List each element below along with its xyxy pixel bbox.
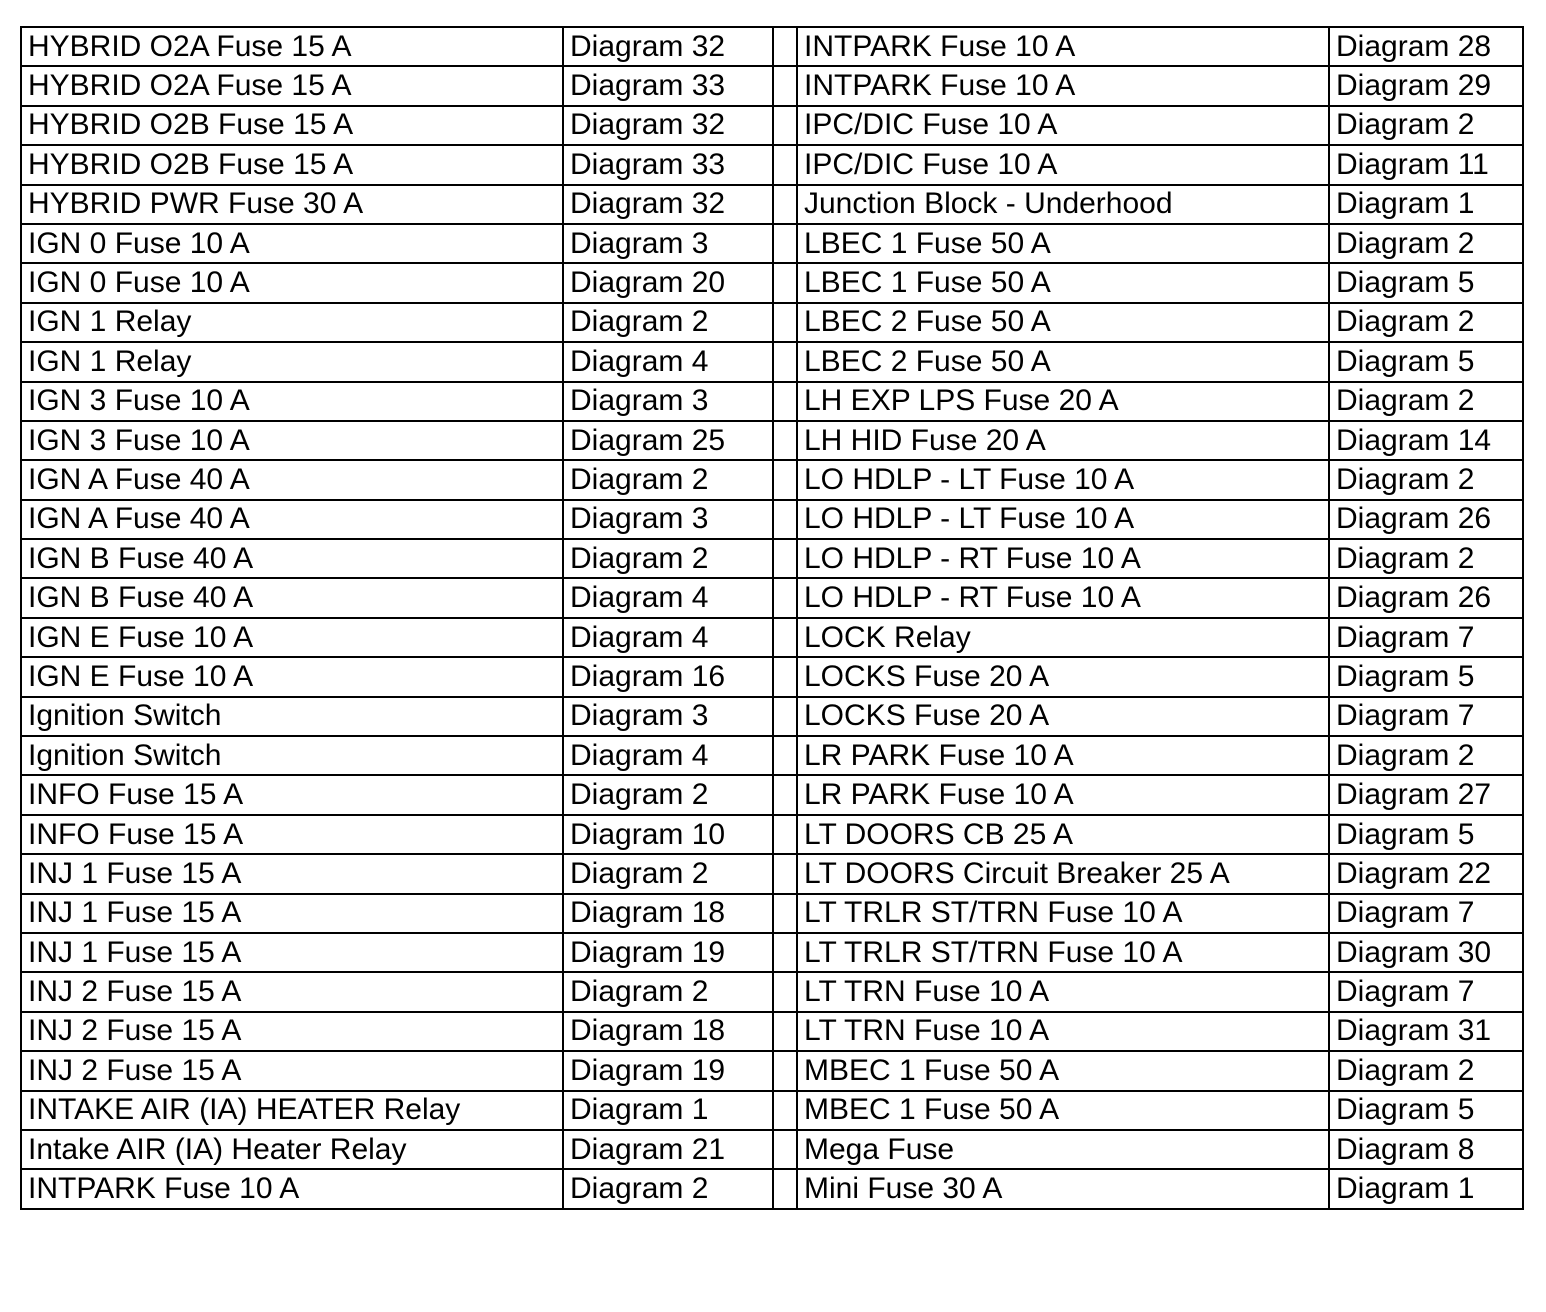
right-diagram-cell: Diagram 22 [1329, 854, 1523, 893]
left-diagram-cell: Diagram 2 [563, 854, 773, 893]
right-component-cell: LO HDLP - LT Fuse 10 A [797, 500, 1329, 539]
left-component-cell: HYBRID PWR Fuse 30 A [21, 185, 563, 224]
left-component-cell: INJ 1 Fuse 15 A [21, 854, 563, 893]
table-row [21, 1169, 1523, 1208]
table-row [21, 657, 1523, 696]
component-index-body [21, 27, 1523, 1209]
right-diagram-cell: Diagram 11 [1329, 145, 1523, 184]
table-row [21, 460, 1523, 499]
left-component-cell: Ignition Switch [21, 736, 563, 775]
right-diagram-cell: Diagram 26 [1329, 578, 1523, 617]
right-component-cell: LT TRLR ST/TRN Fuse 10 A [797, 894, 1329, 933]
left-component-cell: INJ 2 Fuse 15 A [21, 972, 563, 1011]
table-row [21, 894, 1523, 933]
right-component-cell: LBEC 2 Fuse 50 A [797, 342, 1329, 381]
table-row [21, 66, 1523, 105]
right-diagram-cell: Diagram 2 [1329, 106, 1523, 145]
left-diagram-cell: Diagram 18 [563, 894, 773, 933]
column-gap-cell [773, 1012, 797, 1051]
left-diagram-cell: Diagram 33 [563, 66, 773, 105]
left-component-cell: INFO Fuse 15 A [21, 815, 563, 854]
left-diagram-cell: Diagram 25 [563, 421, 773, 460]
right-component-cell: INTPARK Fuse 10 A [797, 66, 1329, 105]
left-diagram-cell: Diagram 33 [563, 145, 773, 184]
table-row [21, 736, 1523, 775]
right-diagram-cell: Diagram 7 [1329, 618, 1523, 657]
right-diagram-cell: Diagram 5 [1329, 657, 1523, 696]
left-diagram-cell: Diagram 20 [563, 263, 773, 302]
left-component-cell: IGN 3 Fuse 10 A [21, 382, 563, 421]
column-gap-cell [773, 1130, 797, 1169]
left-diagram-cell: Diagram 2 [563, 539, 773, 578]
left-component-cell: HYBRID O2A Fuse 15 A [21, 27, 563, 66]
right-component-cell: LT DOORS Circuit Breaker 25 A [797, 854, 1329, 893]
table-row [21, 263, 1523, 302]
table-row [21, 185, 1523, 224]
right-diagram-cell: Diagram 2 [1329, 1051, 1523, 1090]
column-gap-cell [773, 854, 797, 893]
column-gap-cell [773, 145, 797, 184]
left-diagram-cell: Diagram 4 [563, 736, 773, 775]
right-diagram-cell: Diagram 2 [1329, 539, 1523, 578]
column-gap-cell [773, 460, 797, 499]
right-component-cell: Mini Fuse 30 A [797, 1169, 1329, 1208]
left-diagram-cell: Diagram 4 [563, 618, 773, 657]
table-row [21, 1051, 1523, 1090]
right-component-cell: LT TRN Fuse 10 A [797, 972, 1329, 1011]
left-component-cell: Ignition Switch [21, 697, 563, 736]
right-component-cell: LO HDLP - RT Fuse 10 A [797, 539, 1329, 578]
left-component-cell: IGN A Fuse 40 A [21, 460, 563, 499]
right-diagram-cell: Diagram 8 [1329, 1130, 1523, 1169]
table-row [21, 27, 1523, 66]
left-component-cell: IGN 0 Fuse 10 A [21, 224, 563, 263]
right-diagram-cell: Diagram 2 [1329, 382, 1523, 421]
right-component-cell: LT TRLR ST/TRN Fuse 10 A [797, 933, 1329, 972]
column-gap-cell [773, 1091, 797, 1130]
right-component-cell: LOCKS Fuse 20 A [797, 657, 1329, 696]
right-diagram-cell: Diagram 28 [1329, 27, 1523, 66]
right-component-cell: LBEC 1 Fuse 50 A [797, 224, 1329, 263]
left-component-cell: HYBRID O2B Fuse 15 A [21, 145, 563, 184]
column-gap-cell [773, 933, 797, 972]
left-diagram-cell: Diagram 10 [563, 815, 773, 854]
left-diagram-cell: Diagram 4 [563, 578, 773, 617]
column-gap-cell [773, 578, 797, 617]
left-diagram-cell: Diagram 3 [563, 500, 773, 539]
left-component-cell: IGN B Fuse 40 A [21, 578, 563, 617]
left-component-cell: INJ 1 Fuse 15 A [21, 933, 563, 972]
column-gap-cell [773, 185, 797, 224]
left-component-cell: INTPARK Fuse 10 A [21, 1169, 563, 1208]
table-row [21, 1091, 1523, 1130]
column-gap-cell [773, 972, 797, 1011]
left-diagram-cell: Diagram 2 [563, 972, 773, 1011]
right-diagram-cell: Diagram 7 [1329, 894, 1523, 933]
right-diagram-cell: Diagram 5 [1329, 263, 1523, 302]
column-gap-cell [773, 618, 797, 657]
table-row [21, 578, 1523, 617]
right-component-cell: LBEC 2 Fuse 50 A [797, 303, 1329, 342]
column-gap-cell [773, 382, 797, 421]
right-component-cell: Mega Fuse [797, 1130, 1329, 1169]
right-diagram-cell: Diagram 2 [1329, 303, 1523, 342]
left-component-cell: IGN B Fuse 40 A [21, 539, 563, 578]
right-diagram-cell: Diagram 26 [1329, 500, 1523, 539]
right-component-cell: LBEC 1 Fuse 50 A [797, 263, 1329, 302]
table-row [21, 106, 1523, 145]
right-diagram-cell: Diagram 7 [1329, 972, 1523, 1011]
left-diagram-cell: Diagram 3 [563, 224, 773, 263]
right-component-cell: LT TRN Fuse 10 A [797, 1012, 1329, 1051]
left-component-cell: IGN 3 Fuse 10 A [21, 421, 563, 460]
column-gap-cell [773, 539, 797, 578]
right-component-cell: LO HDLP - LT Fuse 10 A [797, 460, 1329, 499]
left-diagram-cell: Diagram 19 [563, 933, 773, 972]
right-component-cell: IPC/DIC Fuse 10 A [797, 145, 1329, 184]
column-gap-cell [773, 263, 797, 302]
right-diagram-cell: Diagram 5 [1329, 342, 1523, 381]
table-row [21, 697, 1523, 736]
column-gap-cell [773, 1169, 797, 1208]
left-diagram-cell: Diagram 2 [563, 303, 773, 342]
column-gap-cell [773, 736, 797, 775]
column-gap-cell [773, 657, 797, 696]
right-diagram-cell: Diagram 5 [1329, 815, 1523, 854]
left-diagram-cell: Diagram 21 [563, 1130, 773, 1169]
column-gap-cell [773, 224, 797, 263]
table-row [21, 421, 1523, 460]
column-gap-cell [773, 775, 797, 814]
right-diagram-cell: Diagram 14 [1329, 421, 1523, 460]
right-diagram-cell: Diagram 1 [1329, 185, 1523, 224]
left-component-cell: IGN E Fuse 10 A [21, 657, 563, 696]
left-diagram-cell: Diagram 19 [563, 1051, 773, 1090]
right-component-cell: LR PARK Fuse 10 A [797, 736, 1329, 775]
right-component-cell: LOCKS Fuse 20 A [797, 697, 1329, 736]
right-component-cell: LH EXP LPS Fuse 20 A [797, 382, 1329, 421]
column-gap-cell [773, 894, 797, 933]
table-row [21, 815, 1523, 854]
left-diagram-cell: Diagram 32 [563, 106, 773, 145]
column-gap-cell [773, 1051, 797, 1090]
column-gap-cell [773, 815, 797, 854]
left-component-cell: INFO Fuse 15 A [21, 775, 563, 814]
left-diagram-cell: Diagram 3 [563, 382, 773, 421]
right-component-cell: Junction Block - Underhood [797, 185, 1329, 224]
left-diagram-cell: Diagram 32 [563, 27, 773, 66]
left-component-cell: IGN A Fuse 40 A [21, 500, 563, 539]
left-component-cell: INJ 1 Fuse 15 A [21, 894, 563, 933]
table-row [21, 500, 1523, 539]
table-row [21, 1130, 1523, 1169]
column-gap-cell [773, 106, 797, 145]
right-component-cell: INTPARK Fuse 10 A [797, 27, 1329, 66]
left-diagram-cell: Diagram 32 [563, 185, 773, 224]
table-row [21, 933, 1523, 972]
left-component-cell: Intake AIR (IA) Heater Relay [21, 1130, 563, 1169]
table-row [21, 303, 1523, 342]
left-diagram-cell: Diagram 2 [563, 460, 773, 499]
column-gap-cell [773, 421, 797, 460]
left-diagram-cell: Diagram 4 [563, 342, 773, 381]
right-diagram-cell: Diagram 31 [1329, 1012, 1523, 1051]
left-component-cell: INJ 2 Fuse 15 A [21, 1051, 563, 1090]
right-diagram-cell: Diagram 2 [1329, 736, 1523, 775]
right-component-cell: LT DOORS CB 25 A [797, 815, 1329, 854]
left-diagram-cell: Diagram 2 [563, 775, 773, 814]
table-row [21, 224, 1523, 263]
right-diagram-cell: Diagram 7 [1329, 697, 1523, 736]
table-row [21, 972, 1523, 1011]
table-row [21, 1012, 1523, 1051]
right-component-cell: LH HID Fuse 20 A [797, 421, 1329, 460]
column-gap-cell [773, 342, 797, 381]
left-diagram-cell: Diagram 16 [563, 657, 773, 696]
right-component-cell: MBEC 1 Fuse 50 A [797, 1091, 1329, 1130]
table-row [21, 342, 1523, 381]
left-component-cell: IGN 1 Relay [21, 303, 563, 342]
left-component-cell: INTAKE AIR (IA) HEATER Relay [21, 1091, 563, 1130]
right-component-cell: MBEC 1 Fuse 50 A [797, 1051, 1329, 1090]
left-diagram-cell: Diagram 2 [563, 1169, 773, 1208]
right-diagram-cell: Diagram 2 [1329, 224, 1523, 263]
right-diagram-cell: Diagram 29 [1329, 66, 1523, 105]
column-gap-cell [773, 697, 797, 736]
left-diagram-cell: Diagram 18 [563, 1012, 773, 1051]
right-component-cell: LR PARK Fuse 10 A [797, 775, 1329, 814]
left-component-cell: INJ 2 Fuse 15 A [21, 1012, 563, 1051]
component-index-table [20, 26, 1524, 1210]
right-diagram-cell: Diagram 30 [1329, 933, 1523, 972]
right-diagram-cell: Diagram 2 [1329, 460, 1523, 499]
table-row [21, 618, 1523, 657]
left-diagram-cell: Diagram 3 [563, 697, 773, 736]
left-component-cell: HYBRID O2B Fuse 15 A [21, 106, 563, 145]
left-component-cell: HYBRID O2A Fuse 15 A [21, 66, 563, 105]
column-gap-cell [773, 500, 797, 539]
column-gap-cell [773, 27, 797, 66]
left-diagram-cell: Diagram 1 [563, 1091, 773, 1130]
table-row [21, 775, 1523, 814]
table-row [21, 854, 1523, 893]
right-diagram-cell: Diagram 27 [1329, 775, 1523, 814]
right-component-cell: LOCK Relay [797, 618, 1329, 657]
column-gap-cell [773, 303, 797, 342]
left-component-cell: IGN 0 Fuse 10 A [21, 263, 563, 302]
right-diagram-cell: Diagram 5 [1329, 1091, 1523, 1130]
table-row [21, 382, 1523, 421]
right-diagram-cell: Diagram 1 [1329, 1169, 1523, 1208]
table-row [21, 539, 1523, 578]
right-component-cell: IPC/DIC Fuse 10 A [797, 106, 1329, 145]
right-component-cell: LO HDLP - RT Fuse 10 A [797, 578, 1329, 617]
column-gap-cell [773, 66, 797, 105]
left-component-cell: IGN E Fuse 10 A [21, 618, 563, 657]
table-row [21, 145, 1523, 184]
left-component-cell: IGN 1 Relay [21, 342, 563, 381]
